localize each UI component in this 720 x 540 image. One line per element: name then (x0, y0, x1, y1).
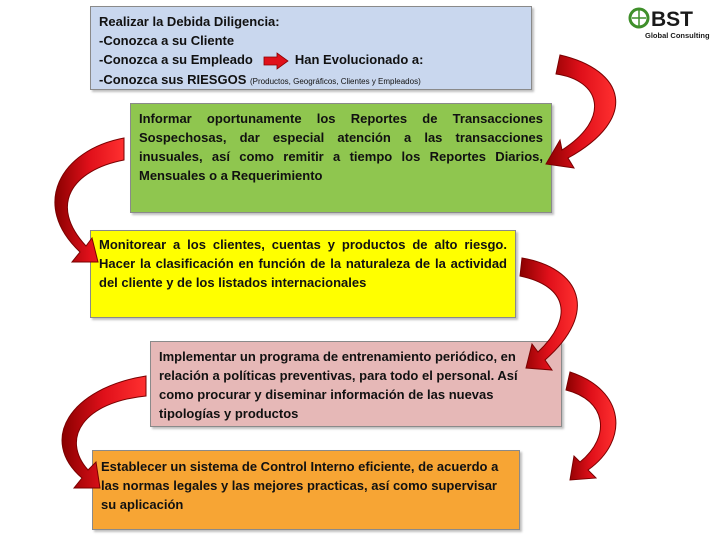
box3-text: Monitorear a los clientes, cuentas y productos de alto riesgo. Hacer la clasificación en función de la naturaleza de la actividad del cliente y de los listados internacionales (99, 237, 507, 290)
curved-arrow-right-3 (566, 372, 616, 480)
box1-line3-left: -Conozca a su Empleado (99, 52, 253, 67)
box1-line3-right: Han Evolucionado a: (294, 52, 424, 67)
box1-line2: -Conozca a su Cliente (99, 33, 235, 48)
logo-brand: BST (651, 8, 693, 31)
curved-arrow-right-2 (520, 258, 577, 370)
logo-tagline: Global Consulting (645, 31, 710, 40)
box5-text: Establecer un sistema de Control Interno eficiente, de acuerdo a las normas legales y las mejores practicas, así como supervisar su aplicación (101, 459, 499, 512)
box4-text: Implementar un programa de entrenamiento periódico, en relación a políticas preventivas, para todo el personal. Así como procurar y diseminar información de las nuevas tipologías y productos (159, 349, 518, 421)
curved-arrow-left-2 (62, 376, 146, 488)
curved-arrow-right-1 (546, 55, 616, 168)
box1-line1: Realizar la Debida Diligencia: (99, 14, 280, 29)
box1-line4-main: -Conozca sus RIESGOS (99, 71, 247, 87)
box1-line4-small: (Productos, Geográficos, Clientes y Empleados) (250, 76, 421, 86)
curved-arrow-left-1 (55, 138, 124, 262)
box2-text: Informar oportunamente los Reportes de Transacciones Sospechosas, dar especial atención a las transacciones inusuales, así como remitir a tiempo los Reportes Diarios, Mensuales o a Requerimiento (139, 111, 543, 183)
